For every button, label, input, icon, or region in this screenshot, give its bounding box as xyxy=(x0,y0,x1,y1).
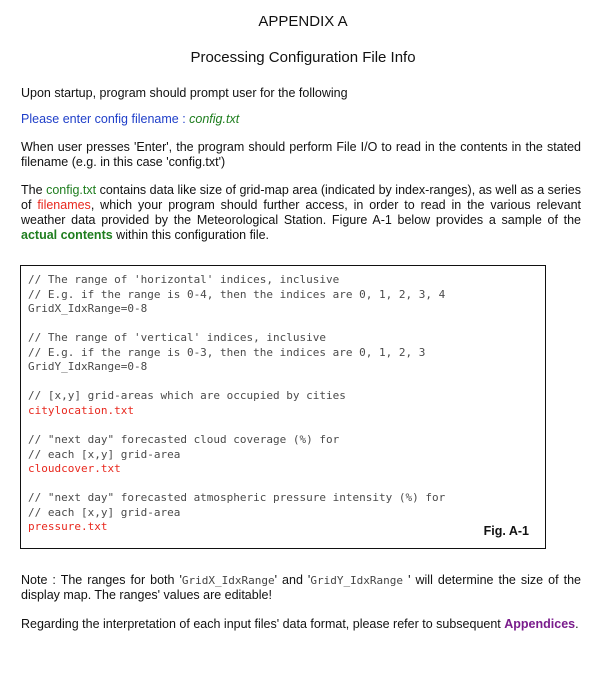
config-text-part4: within this configuration file. xyxy=(112,228,270,242)
code-line: // The range of 'vertical' indices, inclusive xyxy=(28,331,327,344)
figure-label: Fig. A-1 xyxy=(483,524,529,538)
startup-paragraph: Upon startup, program should prompt user for the following xyxy=(21,86,348,100)
code-line: // each [x,y] grid-area xyxy=(28,447,181,461)
note-paragraph xyxy=(21,573,581,603)
code-line: GridY_IdxRange=0-8 xyxy=(28,360,148,373)
prompt-value: config.txt xyxy=(189,112,240,126)
prompt-line xyxy=(21,112,581,127)
regarding-part1: Regarding the interpretation of each input files' data format, please refer to subsequent xyxy=(21,617,505,631)
actual-contents-text: actual contents xyxy=(21,228,113,242)
code-filename: pressure.txt xyxy=(28,520,108,533)
appendices-link: Appendices xyxy=(504,617,576,631)
code-line: GridX_IdxRange=0-8 xyxy=(28,302,148,315)
code-line: // "next day" forecasted cloud coverage (%) for xyxy=(28,433,340,446)
config-filename: config.txt xyxy=(46,183,97,197)
note-part2: ' and ' xyxy=(274,573,311,587)
config-file-figure xyxy=(20,265,546,549)
code-filename: cloudcover.txt xyxy=(28,462,121,475)
note-part3: ' will determine the size of the display map. The ranges' values are editable! xyxy=(21,573,581,602)
config-text-part1: The xyxy=(21,183,47,197)
regarding-paragraph xyxy=(21,617,581,632)
code-line: // [x,y] grid-areas which are occupied by cities xyxy=(28,389,346,402)
filenames-word: filenames xyxy=(37,198,91,212)
code-line: // each [x,y] grid-area xyxy=(28,505,181,519)
page-title: APPENDIX A xyxy=(258,13,348,30)
code-line: // E.g. if the range is 0-3, then the indices are 0, 1, 2, 3 xyxy=(28,345,426,359)
enter-paragraph: When user presses 'Enter', the program should perform File I/O to read in the contents in the stated filename (e.g. in this case 'config.txt') xyxy=(21,140,581,169)
config-paragraph xyxy=(21,183,581,243)
gridy-name: GridY_IdxRange xyxy=(310,574,404,587)
gridx-name: GridX_IdxRange xyxy=(181,574,275,587)
section-subtitle: Processing Configuration File Info xyxy=(190,49,416,66)
regarding-part2: . xyxy=(575,617,579,631)
note-part1: Note : The ranges for both ' xyxy=(21,573,182,587)
code-line: // The range of 'horizontal' indices, inclusive xyxy=(28,273,340,286)
code-line: // "next day" forecasted atmospheric pressure intensity (%) for xyxy=(28,491,446,504)
code-line: // E.g. if the range is 0-4, then the indices are 0, 1, 2, 3, 4 xyxy=(28,287,446,301)
config-text-part3: , which your program should further access, in order to read in the various relevant weather data provided by the Meteorological Station. Figure A-1 below provides a sample of the xyxy=(21,198,581,227)
prompt-label: Please enter config filename : xyxy=(21,112,190,126)
code-filename: citylocation.txt xyxy=(28,403,134,417)
config-text-part2: contains data like size of grid-map area (indicated by index-ranges), as well as a series of xyxy=(21,183,582,212)
